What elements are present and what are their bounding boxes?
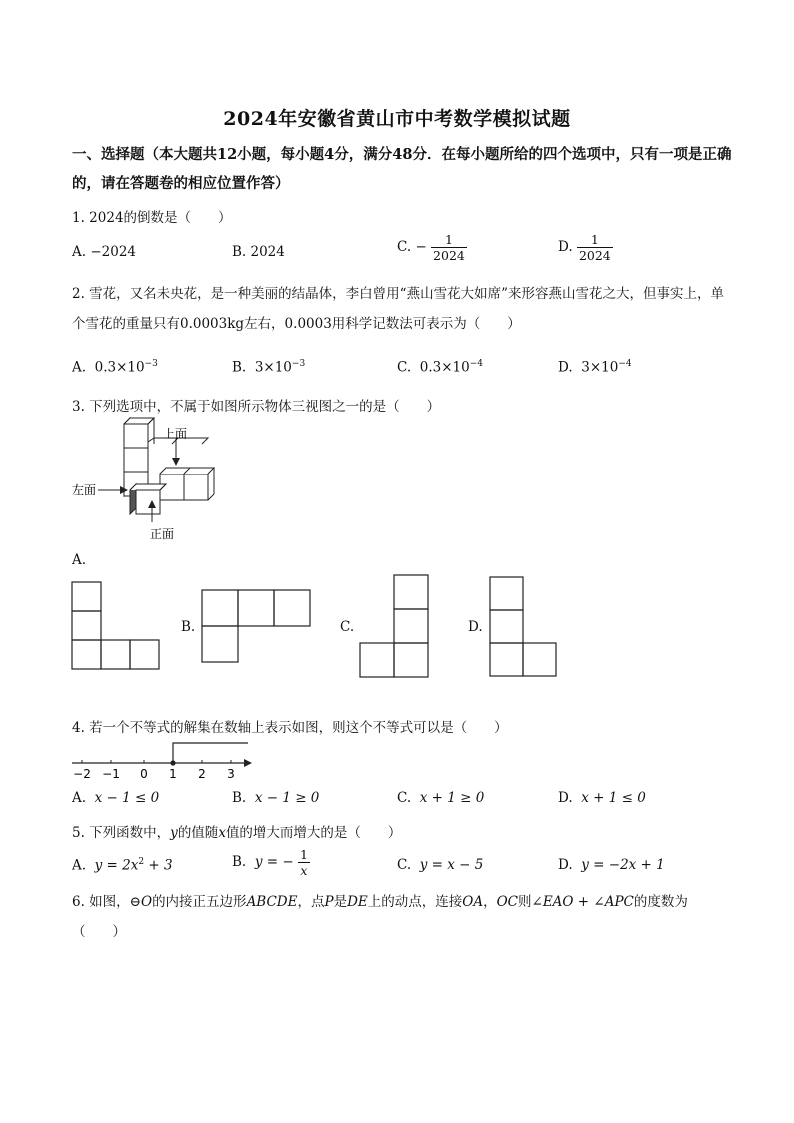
q4-b-label: B.	[232, 790, 247, 806]
q2-stem-part-1: 2. 雪花，又名未央花，是一种美丽的结晶体，李白曾用“燕山雪花大如席”来形容燕山雪花之大，但事实上，单个雪花的重量只有	[72, 286, 724, 332]
q6-part-7: 则∠	[518, 894, 543, 910]
q5-option-a	[72, 857, 173, 874]
q3-solid-figure	[68, 412, 218, 547]
q4-option-b	[232, 790, 319, 806]
q5-a-exponent: 2	[138, 857, 145, 867]
q6-part-6: ，	[483, 894, 497, 910]
q5-var-x: x	[218, 825, 226, 841]
q5-stem-part-2: 的值随	[177, 825, 219, 841]
q3-option-c-figure	[359, 574, 431, 680]
q3-option-c-label: C.	[340, 619, 355, 635]
q1-option-c-label: C.	[397, 239, 412, 255]
q4-d-expression: x + 1 ≤ 0	[581, 790, 646, 806]
q5-c-label: C.	[397, 857, 412, 873]
q2-b-value: 3×10	[254, 359, 292, 376]
tick-label-2: 2	[198, 767, 206, 781]
q5-option-b	[232, 847, 310, 878]
q6-angle-eao: EAO	[542, 894, 574, 910]
tick-label-neg2: −2	[73, 767, 91, 781]
question-6-stem	[72, 887, 732, 947]
q2-a-exponent: −3	[144, 359, 158, 369]
q3-option-b-figure	[201, 589, 315, 665]
q5-stem-part-1: 5. 下列函数中，	[72, 825, 171, 841]
column-cube-1	[124, 424, 148, 448]
q5-option-c	[397, 857, 483, 873]
top-view-arrow	[172, 458, 180, 466]
left-view-label: 左面	[72, 483, 97, 497]
number-line-arrow	[244, 759, 252, 767]
tick-label-1: 1	[169, 767, 177, 781]
q5-b-label: B.	[232, 854, 247, 870]
q4-number-line	[68, 740, 258, 782]
q6-segment-oc: OC	[496, 894, 519, 910]
question-1-stem: 1. 2024的倒数是（ ）	[72, 210, 232, 226]
q4-c-label: C.	[397, 790, 412, 806]
front-cube	[136, 490, 160, 514]
q6-circle-o: O	[140, 894, 153, 910]
q5-var-y: y	[170, 825, 178, 841]
q5-d-expression: y = −2x + 1	[581, 857, 665, 873]
page-title: 2024年安徽省黄山市中考数学模拟试题	[223, 108, 571, 130]
q4-d-label: D.	[558, 790, 573, 806]
q1-option-a: A. −2024	[72, 244, 136, 260]
q2-b-label: B.	[232, 359, 247, 376]
q2-option-a	[72, 359, 158, 376]
q3-option-d-figure	[489, 576, 559, 678]
q5-a-label: A.	[72, 857, 87, 874]
q6-part-5: 上的动点，连接	[367, 894, 463, 910]
q5-a-right: + 3	[144, 857, 173, 874]
column-cube-2	[124, 448, 148, 472]
section-heading: 一、选择题（本大题共12小题，每小题4分，满分48分．在每小题所给的四个选项中，只有一项是正确的，请在答题卷的相应位置作答）	[72, 146, 732, 192]
front-view-label: 正面	[150, 527, 175, 541]
tick-label-0: 0	[140, 767, 148, 781]
q6-part-3: ，点	[297, 894, 325, 910]
q2-stem-part-2: 0.0003kg	[180, 316, 245, 332]
q6-point-p: P	[324, 894, 334, 910]
q5-b-denominator: x	[298, 862, 310, 878]
q2-option-d	[558, 359, 632, 376]
question-5-stem	[72, 821, 401, 841]
solution-ray	[173, 743, 248, 763]
q1-option-b: B. 2024	[232, 244, 285, 260]
q2-d-value: 3×10	[581, 359, 619, 376]
q1-option-d	[558, 232, 613, 263]
q6-angle-apc: APC	[604, 894, 634, 910]
q4-b-expression: x − 1 ≥ 0	[254, 790, 320, 806]
q2-c-value: 0.3×10	[419, 359, 470, 376]
solid-endpoint	[170, 760, 175, 765]
q4-option-a	[72, 790, 159, 806]
q4-option-d	[558, 790, 646, 806]
q2-option-b	[232, 359, 305, 376]
q1-option-c	[397, 232, 467, 263]
question-4-stem: 4. 若一个不等式的解集在数轴上表示如图，则这个不等式可以是（ ）	[72, 720, 508, 736]
q6-pentagon-name: ABCDE	[246, 894, 298, 910]
q4-option-c	[397, 790, 484, 806]
q2-a-value: 0.3×10	[94, 359, 145, 376]
q2-d-exponent: −4	[618, 359, 632, 369]
q1-d-numerator: 1	[590, 232, 599, 247]
q5-stem-part-3: 值的增大而增大的是（ ）	[225, 825, 402, 841]
q1-c-numerator: 1	[444, 232, 453, 247]
q1-c-denominator: 2024	[433, 248, 465, 263]
row-cube-2	[184, 474, 208, 500]
q6-part-9: 的度数为（ ）	[72, 894, 688, 940]
q2-stem-part-3: 左右，0.0003用科学记数法可表示为（ ）	[244, 316, 521, 332]
q4-a-expression: x − 1 ≤ 0	[94, 790, 160, 806]
q3-option-a-figure	[71, 581, 163, 673]
tick-label-neg1: −1	[102, 767, 120, 781]
q6-segment-oa: OA	[462, 894, 484, 910]
q5-c-expression: y = x − 5	[419, 857, 484, 873]
q3-option-d-label: D.	[468, 619, 483, 635]
q5-a-left: y = 2x	[94, 857, 139, 874]
question-3-stem: 3. 下列选项中，不属于如图所示物体三视图之一的是（ ）	[72, 399, 441, 415]
q4-c-expression: x + 1 ≥ 0	[419, 790, 485, 806]
tick-label-3: 3	[227, 767, 235, 781]
q6-part-2: 的内接正五边形	[152, 894, 247, 910]
top-view-label: 上面	[163, 427, 188, 441]
q2-c-exponent: −4	[469, 359, 483, 369]
q3-option-a-label: A.	[72, 552, 87, 568]
q1-option-c-sign: −	[415, 239, 427, 255]
q2-option-c	[397, 359, 483, 376]
q5-b-left: y = −	[254, 854, 294, 870]
q5-b-numerator: 1	[299, 847, 308, 862]
q1-option-d-label: D.	[558, 239, 573, 255]
q2-a-label: A.	[72, 359, 87, 376]
question-2-stem	[72, 279, 732, 339]
q5-d-label: D.	[558, 857, 573, 873]
q6-part-8: + ∠	[573, 894, 605, 910]
q4-a-label: A.	[72, 790, 87, 806]
q3-option-b-label: B.	[181, 619, 196, 635]
q6-part-1: 6. 如图，⊖	[72, 894, 141, 910]
q5-option-d	[558, 857, 665, 873]
q2-c-label: C.	[397, 359, 412, 376]
q6-part-4: 是	[333, 894, 348, 910]
q2-d-label: D.	[558, 359, 573, 376]
q6-arc-de: DE	[347, 894, 368, 910]
q1-d-denominator: 2024	[578, 248, 611, 263]
q2-b-exponent: −3	[291, 359, 306, 369]
